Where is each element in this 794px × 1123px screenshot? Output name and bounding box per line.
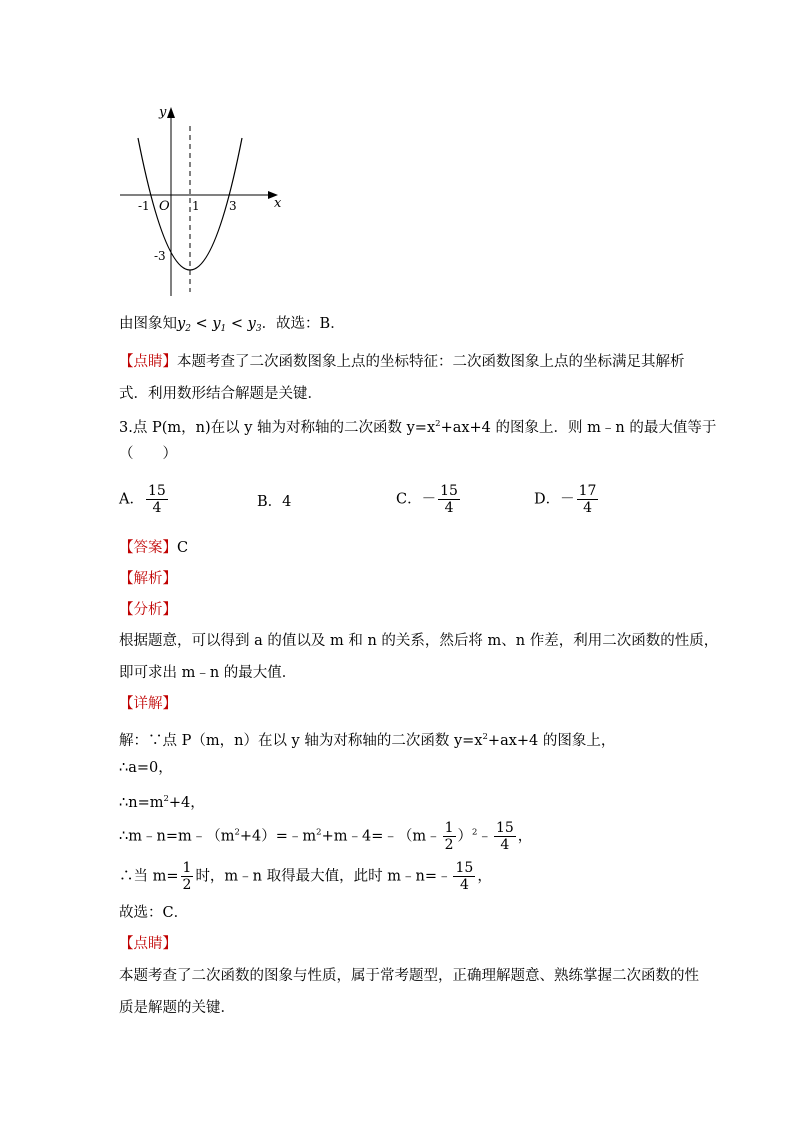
- answer-tag: 【答案】: [119, 540, 177, 556]
- answer-value: C: [177, 540, 189, 556]
- answer-line: [119, 538, 188, 558]
- detail-tag: 【详解】: [119, 696, 177, 712]
- fenxi-line2: 即可求出 m﹣n 的最大值．: [119, 665, 297, 681]
- solution-line4: $\therefore m﹣n=m﹣(m^2+4)=﹣m^2+m﹣4=﹣(m﹣$ $\frac{1}{2}$ ）$^2$﹣ $\frac{15}{4}$ ，: [119, 820, 533, 853]
- option-b: B．4: [257, 494, 292, 510]
- tick-neg3-label: -3: [154, 249, 166, 263]
- comment1-line2: 式．利用数形结合解题是关键．: [119, 386, 322, 402]
- comment1-line1: 【点睛】本题考查了二次函数图象上点的坐标特征：二次函数图象上点的坐标满足其解析: [119, 354, 685, 370]
- option-c: C．－ $\frac{15}{4}$: [396, 483, 458, 516]
- y-axis-label: y: [159, 105, 167, 120]
- tick-neg1-label: -1: [138, 199, 150, 213]
- y-axis-arrow-icon: [167, 107, 175, 118]
- solution-line6: 故选：C．: [119, 905, 189, 921]
- option-d-fraction: $\frac{17}{4}$: [578, 483, 597, 516]
- option-d: D．－ $\frac{17}{4}$: [534, 483, 597, 516]
- solution-line3: $\therefore n=m^2+4$，: [119, 794, 205, 811]
- question3-stem: 3.点 P(m，n)在以 y 轴为对称轴的二次函数 $y=x^2+ax+4$ 的图象上．则 m﹣n 的最大值等于: [119, 419, 717, 436]
- solution-line2: ∴a=0，: [119, 760, 173, 776]
- solution-fraction-m: $\frac{1}{2}$: [182, 860, 192, 893]
- tick-3-label: 3: [229, 199, 237, 213]
- solution-fraction-max: $\frac{15}{4}$: [455, 860, 474, 893]
- x-axis-label: x: [274, 196, 282, 211]
- origin-label: O: [159, 199, 170, 214]
- parabola-graph: [112, 100, 292, 300]
- comment2-line2: 质是解题的关键．: [119, 1000, 235, 1016]
- question3-blank: （ ）: [119, 446, 177, 462]
- tick-1-label: 1: [192, 199, 200, 213]
- option-a: A． $\frac{15}{4}$: [119, 483, 166, 516]
- solution-fraction-15-4: $\frac{15}{4}$: [495, 820, 514, 853]
- graph-conclusion: 由图象知$y_2 < y_1 < y_3$．故选：B．: [119, 316, 345, 334]
- solution-fraction-half: $\frac{1}{2}$: [444, 820, 454, 853]
- comment1-tag: 【点睛】: [119, 354, 177, 370]
- fenxi-tag: 【分析】: [119, 602, 177, 618]
- option-c-fraction: $\frac{15}{4}$: [440, 483, 458, 516]
- solution-line5: ∴当 m= $\frac{1}{2}$ 时，m﹣n 取得最大值，此时 m﹣n=﹣ $\frac{15}{4}$ ，: [119, 860, 492, 893]
- option-a-fraction: $\frac{15}{4}$: [147, 483, 166, 516]
- comment2-line1: 本题考查了二次函数的图象与性质，属于常考题型，正确理解题意、熟练掌握二次函数的性: [119, 968, 699, 984]
- analysis-tag: 【解析】: [119, 571, 177, 587]
- fenxi-line1: 根据题意，可以得到 a 的值以及 m 和 n 的关系，然后将 m、n 作差，利用二次函数的性质，: [119, 633, 719, 649]
- solution-line1: 解：∵点 P（m，n）在以 y 轴为对称轴的二次函数 $y=x^2+ax+4$ 的图象上，: [119, 732, 616, 749]
- comment2-tag: 【点睛】: [119, 936, 177, 952]
